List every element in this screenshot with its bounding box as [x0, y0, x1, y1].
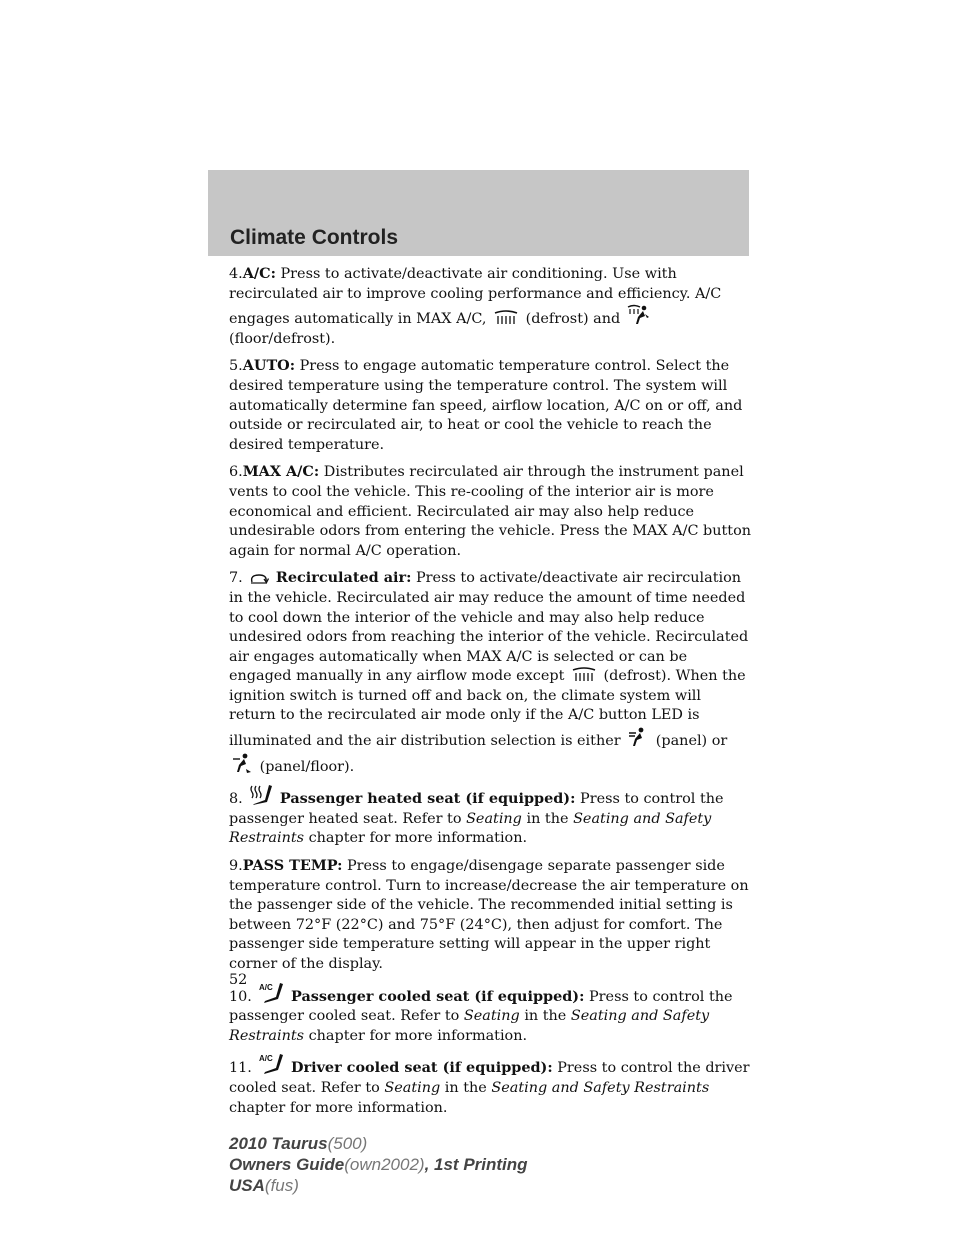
recirculated-air-icon: [249, 573, 269, 585]
footer-line-1: 2010 Taurus(500): [229, 1134, 368, 1153]
panel-icon: [627, 726, 649, 748]
item-heading: Passenger cooled seat (if equipped):: [291, 987, 585, 1005]
page-number: 52: [229, 972, 248, 988]
cooled-seat-icon: [258, 1053, 284, 1075]
heated-seat-icon: [249, 784, 273, 806]
item-11: 11. A/C Driver cooled seat (if equipped): Press to control the driver cooled seat. Refer to Seating in the Seating and Safety Restraints chapter for more information.: [229, 1054, 750, 1116]
item-10: 10. A/C Passenger cooled seat (if equipped): Press to control the passenger cooled seat. Refer to Seating in the Seating and Safety Restraints chapter for more information.: [229, 982, 733, 1044]
item-heading: Recirculated air:: [275, 569, 412, 587]
item-4: 4.A/C: Press to activate/deactivate air conditioning. Use with recirculated air to improve cooling performance and efficiency. A/C engages automatically in MAX A/C, (defrost) and (floor/defrost).: [229, 265, 722, 347]
item-9: 9.PASS TEMP: Press to engage/disengage separate passenger side temperature control. Turn to increase/decrease the air temperature on the passenger side of the vehicle. The recommended initial setting is between 72°F (22°C) and 75°F (24°C), then adjust for comfort. The passenger side temperature setting will appear in the upper right corner of the display.: [229, 857, 749, 972]
floor-defrost-icon: [627, 304, 651, 326]
defrost-icon: [571, 667, 597, 683]
cooled-seat-icon: [258, 982, 284, 1004]
item-5: 5.AUTO: Press to engage automatic temperature control. Select the desired temperature using the temperature control. The system will automatically determine fan speed, airflow location, A/C on or off, and outside or recirculated air, to heat or cool the vehicle to reach the desired temperature.: [229, 357, 743, 453]
page-content: [229, 264, 751, 1125]
print-footer: [229, 1133, 528, 1196]
panel-floor-icon: [231, 752, 253, 774]
item-6: 6.MAX A/C: Distributes recirculated air through the instrument panel vents to cool the vehicle. This re-cooling of the interior air is more economical and efficient. Recirculated air may also help reduce undesirable odors from entering the vehicle. Press the MAX A/C button again for normal A/C operation.: [229, 463, 752, 559]
item-heading: AUTO:: [242, 357, 296, 375]
defrost-icon: [493, 310, 519, 326]
svg-text:A/C: A/C: [259, 1054, 274, 1064]
section-header: [208, 170, 749, 256]
footer-line-3: USA(fus): [229, 1176, 299, 1195]
item-heading: Driver cooled seat (if equipped):: [291, 1059, 553, 1077]
footer-line-2: Owners Guide(own2002), 1st Printing: [229, 1155, 528, 1174]
item-heading: PASS TEMP:: [242, 857, 343, 875]
item-heading: A/C:: [242, 265, 276, 282]
section-title: Climate Controls: [230, 226, 399, 249]
item-8: 8. Passenger heated seat (if equipped): Press to control the passenger heated seat. Refer to Seating in the Seating and Safety Restraints chapter for more information.: [229, 784, 751, 849]
item-7: 7. Recirculated air: Press to activate/deactivate air recirculation in the vehicle. Recirculated air may reduce the amount of time needed to cool down the interior of the vehicle and may also help reduce undesired odors from reaching the interior of the vehicle. Recirculated air engages automatically when MAX A/C is selected or can be engaged manually in any airflow mode except (defrost). When the ignition switch is turned off and back on, the climate system will return to the recirculated air mode only if the A/C button LED is illuminated and the air distribution selection is either (panel) or (panel/floor).: [229, 569, 749, 775]
svg-text:A/C: A/C: [259, 982, 274, 992]
item-heading: MAX A/C:: [242, 463, 320, 481]
item-heading: Passenger heated seat (if equipped):: [279, 790, 576, 808]
